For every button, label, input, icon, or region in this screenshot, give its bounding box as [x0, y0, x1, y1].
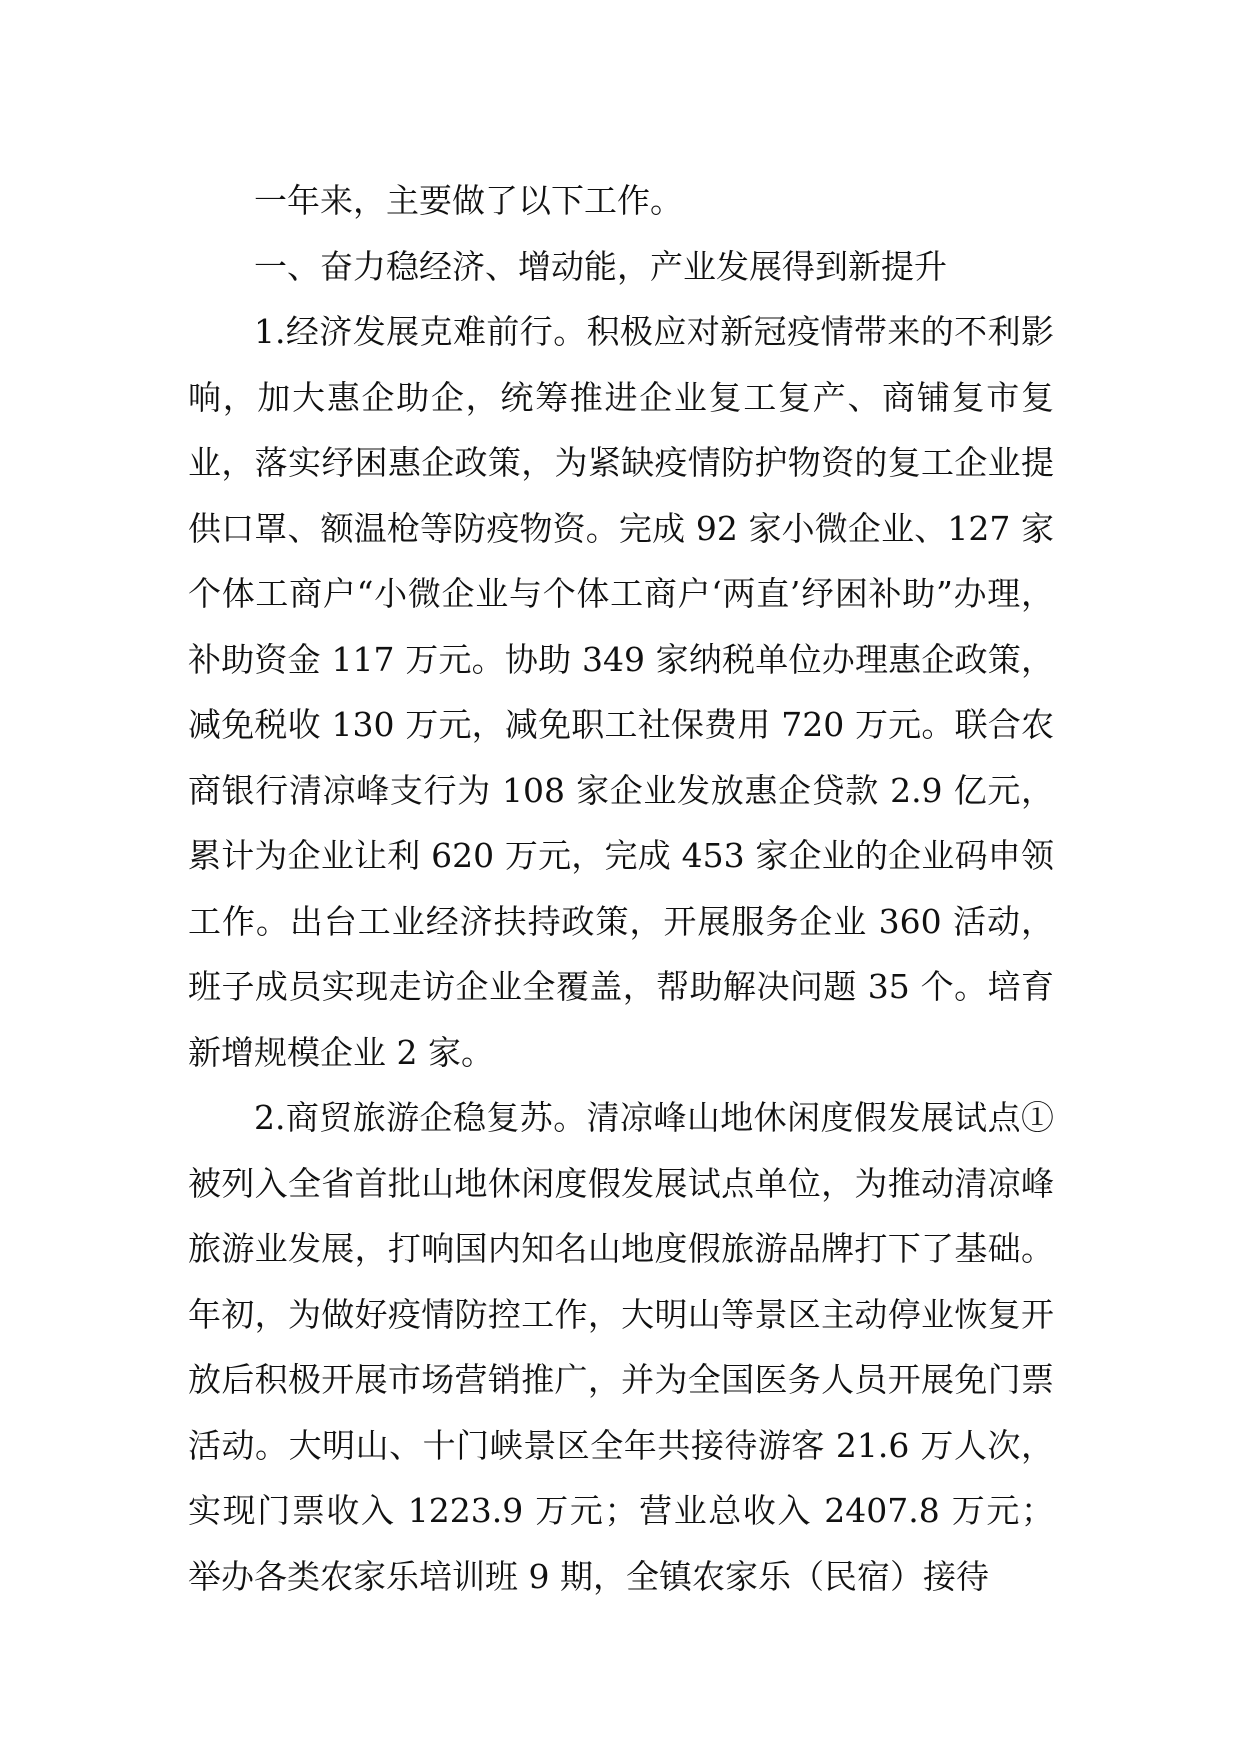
paragraph-economy: 1.经济发展克难前行。积极应对新冠疫情带来的不利影响，加大惠企助企，统筹推进企业复工复产、商铺复市复业，落实纾困惠企政策，为紧缺疫情防护物资的复工企业提供口罩、额温枪等防疫物资。完成 92 家小微企业、127 家个体工商户“小微企业与个体工商户‘两直’纾困补助”办理，补助资金 117 万元。协助 349 家纳税单位办理惠企政策，减免税收 130 万元，减免职工社保费用 720 万元。联合农商银行清凉峰支行为 108 家企业发放惠企贷款 2.9 亿元，累计为企业让利 620 万元，完成 453 家企业的企业码申领工作。出台工业经济扶持政策，开展服务企业 360 活动，班子成员实现走访企业全覆盖，帮助解决问题 35 个。培育新增规模企业 2 家。: [188, 312, 1054, 1072]
paragraph-tourism: 2.商贸旅游企稳复苏。清凉峰山地休闲度假发展试点①被列入全省首批山地休闲度假发展试点单位，为推动清凉峰旅游业发展，打响国内知名山地度假旅游品牌打下了基础。年初，为做好疫情防控工作，大明山等景区主动停业恢复开放后积极开展市场营销推广，并为全国医务人员开展免门票活动。大明山、十门峡景区全年共接待游客 21.6 万人次，实现门票收入 1223.9 万元；营业总收入 2407.8 万元；举办各类农家乐培训班 9 期，全镇农家乐（民宿）接待: [188, 1098, 1054, 1596]
paragraph-intro: 一年来，主要做了以下工作。: [254, 181, 683, 220]
section-heading: 一、奋力稳经济、增动能，产业发展得到新提升: [254, 246, 947, 286]
document-body: [188, 168, 1054, 1609]
